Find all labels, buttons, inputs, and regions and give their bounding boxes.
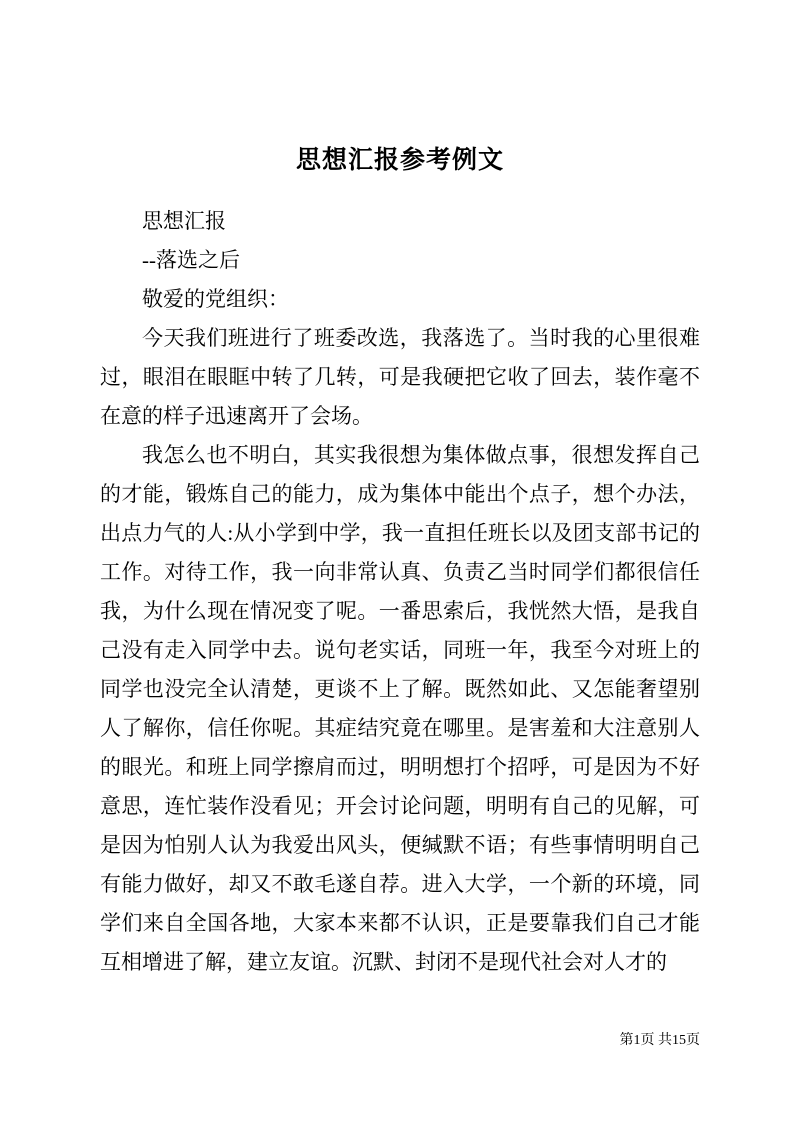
document-body [100, 140, 700, 982]
paragraph-subheading: --落选之后 [142, 248, 240, 272]
paragraph-body-2: 我怎么也不明白，其实我很想为集体做点事，很想发挥自己的才能，锻炼自己的能力，成为集体中能出个点子，想个办法，出点力气的人:从小学到中学，我一直担任班长以及团支部书记的工作。对待工作，我一向非常认真、负责乙当时同学们都很信任我，为什么现在情况变了呢。一番思索后，我恍然大悟，是我自己没有走入同学中去。说句老实话，同班一年，我至今对班上的同学也没完全认清楚，更谈不上了解。既然如此、又怎能奢望别人了解你，信任你呢。其症结究竟在哪里。是害羞和大注意别人的眼光。和班上同学擦肩而过，明明想打个招呼，可是因为不好意思，连忙装作没看见；开会讨论问题，明明有自己的见解，可是因为怕别人认为我爱出风头，便缄默不语；有些事情明明自己有能力做好，却又不敢毛遂自荐。进入大学，一个新的环境，同学们来自全国各地，大家本来都不认识，正是要靠我们自己才能互相增进了解，建立友谊。沉默、封闭不是现代社会对人才的 [100, 443, 700, 974]
paragraph-body-1: 今天我们班进行了班委改选，我落选了。当时我的心里很难过，眼泪在眼眶中转了几转，可是我硬把它收了回去，装作毫不在意的样子迅速离开了会场。 [100, 326, 700, 428]
paragraph-heading: 思想汇报 [142, 209, 226, 233]
paragraph-salutation: 敬爱的党组织： [142, 287, 289, 311]
document-title: 思想汇报参考例文 [295, 147, 504, 174]
page-number-footer: 第1页 共15页 [619, 1033, 700, 1048]
